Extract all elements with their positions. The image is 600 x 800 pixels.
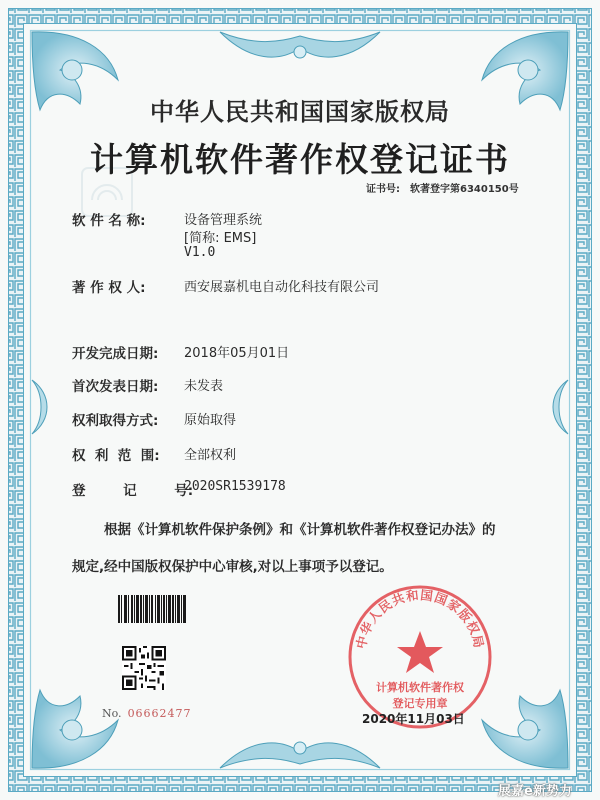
seal-line-2: 登记专用章 xyxy=(392,697,448,710)
completion-date-label: 开发完成日期: xyxy=(72,346,159,362)
certificate-number xyxy=(366,180,519,195)
issuing-agency: 中华人民共和国国家版权局 xyxy=(150,97,450,126)
serial-prefix: No. xyxy=(102,707,122,720)
acquisition-method-label: 权利取得方式: xyxy=(72,413,159,429)
star-icon xyxy=(397,631,443,673)
certificate-title: 计算机软件著作权登记证书 xyxy=(90,140,510,179)
certificate-number-value: 软著登字第6340150号 xyxy=(410,184,519,195)
statement-line-2: 规定,经中国版权保护中心审核,对以上事项予以登记。 xyxy=(72,559,393,575)
copyright-owner-label: 著 作 权 人: xyxy=(72,280,146,296)
certificate-number-label: 证书号: xyxy=(366,184,400,195)
serial-number-value: 06662477 xyxy=(127,707,192,720)
qr-code-icon xyxy=(122,646,166,690)
statement-line-1: 根据《计算机软件保护条例》和《计算机软件著作权登记办法》的 xyxy=(104,522,496,538)
serial-number xyxy=(102,707,192,720)
first-publication-label: 首次发表日期: xyxy=(72,379,159,395)
software-abbreviation-value: [简称: EMS] xyxy=(184,231,257,246)
issue-date: 2020年11月03日 xyxy=(362,712,465,726)
completion-date-value: 2018年05月01日 xyxy=(184,346,290,361)
registration-number-label: 登 记 号: xyxy=(72,483,194,499)
software-name-label: 软 件 名 称: xyxy=(72,213,146,229)
copyright-owner-value: 西安展嘉机电自动化科技有限公司 xyxy=(184,280,380,295)
seal-line-1: 计算机软件著作权 xyxy=(376,681,464,694)
first-publication-value: 未发表 xyxy=(184,379,224,394)
registration-number-value: 2020SR1539178 xyxy=(184,479,286,494)
rights-scope-value: 全部权利 xyxy=(184,448,237,463)
barcode-icon xyxy=(118,595,186,623)
rights-scope-label: 权 利 范 围: xyxy=(72,448,160,464)
software-name-value: 设备管理系统 xyxy=(184,213,263,228)
acquisition-method-value: 原始取得 xyxy=(184,413,237,428)
source-watermark: 展嘉e新势力 xyxy=(498,784,572,799)
software-version-value: V1.0 xyxy=(184,245,216,260)
seal-arc-text: 中华人民共和国国家版权局 xyxy=(353,587,487,651)
official-seal xyxy=(346,583,494,731)
